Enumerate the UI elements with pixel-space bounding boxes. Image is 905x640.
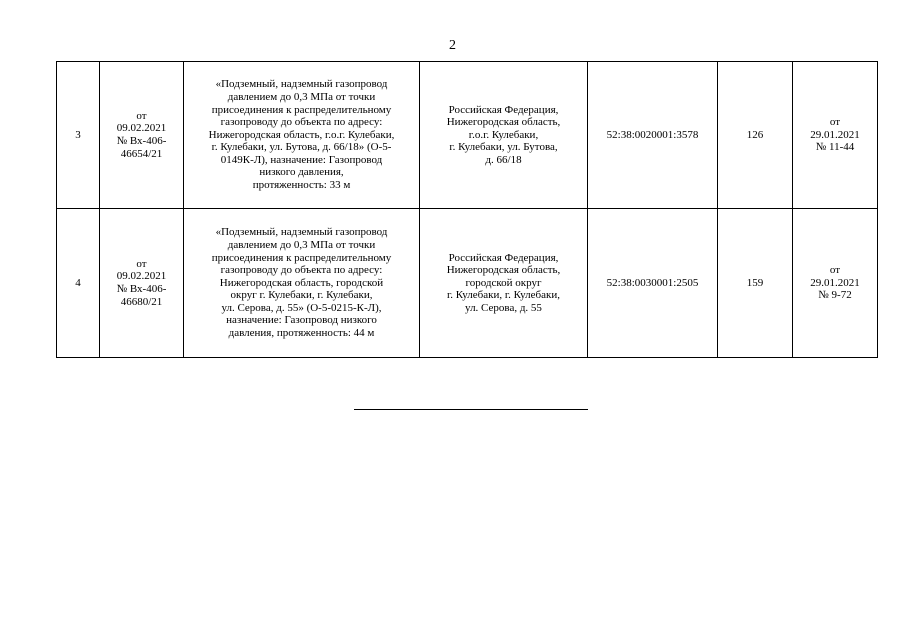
cadastral-number-cell: 52:38:0030001:2505 — [588, 209, 718, 358]
table-row — [57, 62, 878, 209]
row-number-cell: 4 — [57, 209, 100, 358]
registry-table-body — [57, 62, 878, 358]
area-cell: 126 — [718, 62, 793, 209]
page-number: 2 — [449, 38, 456, 53]
cadastral-number-cell: 52:38:0020001:3578 — [588, 62, 718, 209]
decision-cell: от 29.01.2021 № 9-72 — [793, 209, 878, 358]
row-number-cell: 3 — [57, 62, 100, 209]
request-cell: от 09.02.2021 № Вх-406- 46680/21 — [100, 209, 184, 358]
registry-table — [56, 61, 878, 358]
address-cell: Российская Федерация, Нижегородская область, городской округ г. Кулебаки, г. Кулебаки, ул. Серова, д. 55 — [420, 209, 588, 358]
end-divider — [354, 409, 588, 410]
decision-cell: от 29.01.2021 № 11-44 — [793, 62, 878, 209]
request-cell: от 09.02.2021 № Вх-406- 46654/21 — [100, 62, 184, 209]
table-row — [57, 209, 878, 358]
area-cell: 159 — [718, 209, 793, 358]
address-cell: Российская Федерация, Нижегородская область, г.о.г. Кулебаки, г. Кулебаки, ул. Бутова, д. 66/18 — [420, 62, 588, 209]
object-description-cell: «Подземный, надземный газопровод давлением до 0,3 МПа от точки присоединения к распределительному газопроводу до объекта по адресу: Нижегородская область, городской округ г. Кулебаки, г. Кулебаки, ул. Серова, д. 55» (О-5-0215-К-Л), назначение: Газопровод низкого давления, протяженность: 44 м — [184, 209, 420, 358]
object-description-cell: «Подземный, надземный газопровод давлением до 0,3 МПа от точки присоединения к распределительному газопроводу до объекта по адресу: Нижегородская область, г.о.г. Кулебаки, г. Кулебаки, ул. Бутова, д. 66/18» (О-5- 0149К-Л), назначение: Газопровод низкого давления, протяженность: 33 м — [184, 62, 420, 209]
